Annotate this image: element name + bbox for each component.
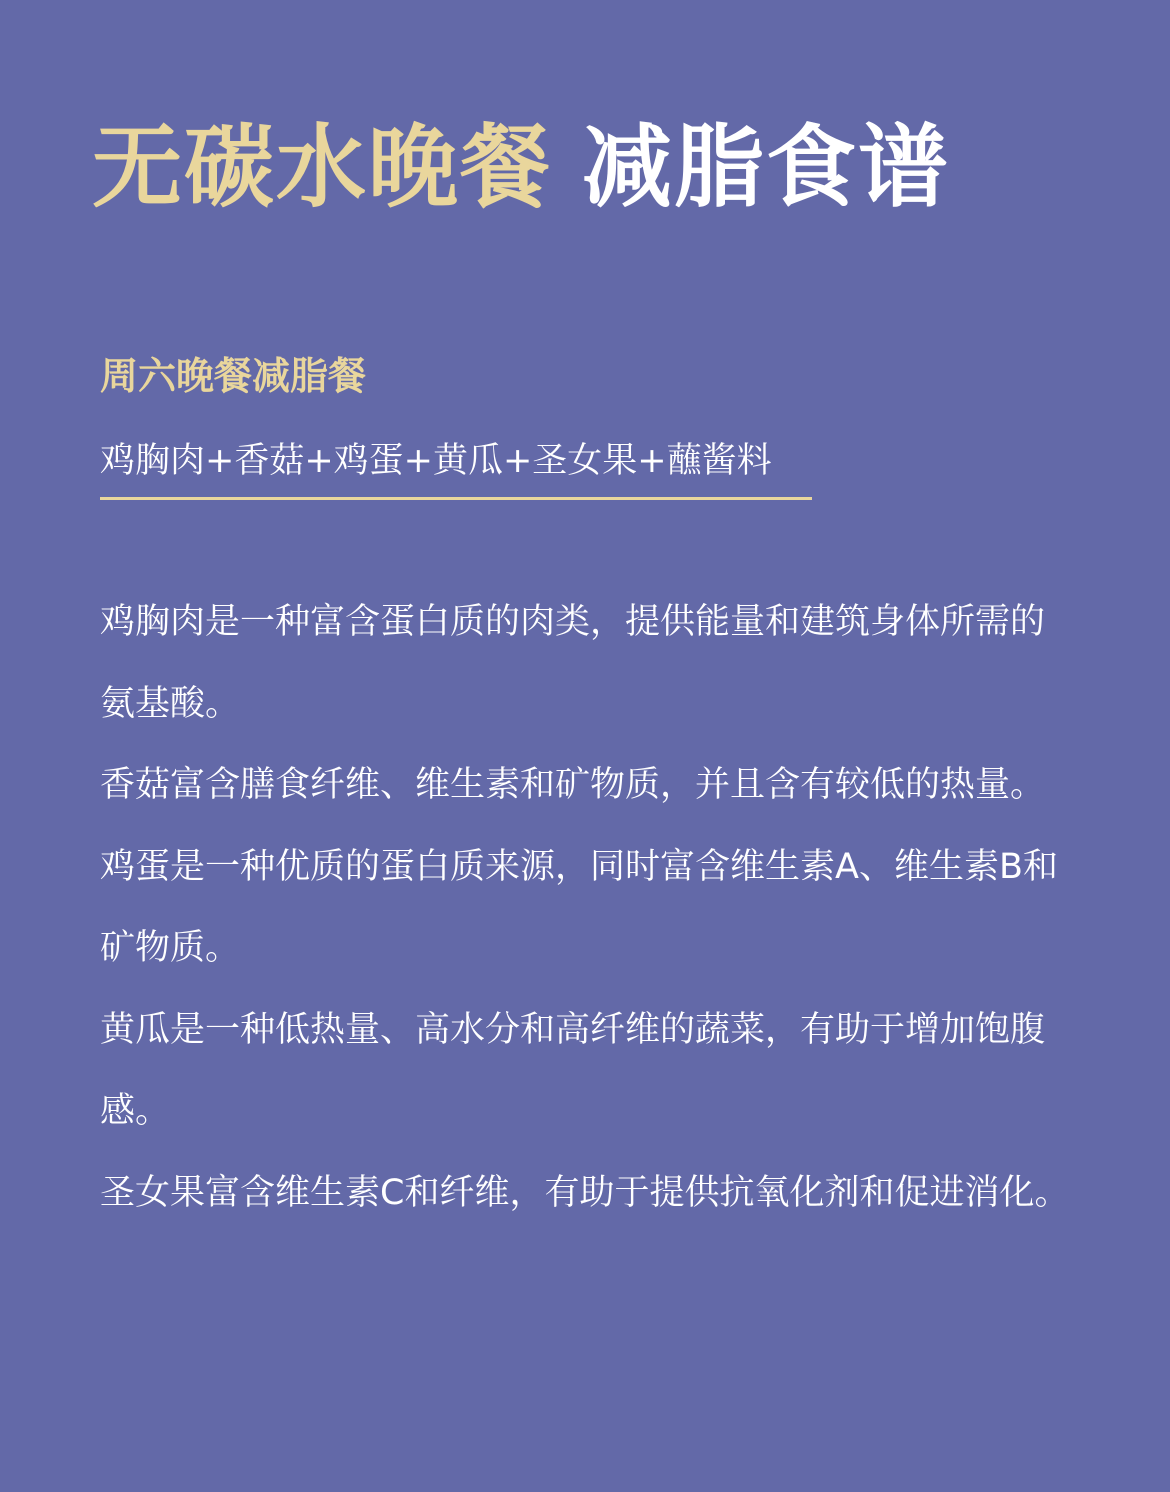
- title-highlight: 无碳水晚餐: [92, 115, 552, 220]
- title-main: 减脂食谱: [582, 115, 950, 220]
- description-list: [100, 582, 1075, 1234]
- section-heading: 周六晚餐减脂餐: [100, 354, 367, 398]
- divider: [100, 497, 812, 500]
- paragraph-egg: 鸡蛋是一种优质的蛋白质来源，同时富含维生素A、维生素B和矿物质。: [100, 846, 1058, 968]
- menu-ingredients: 鸡胸肉+香菇+鸡蛋+黄瓜+圣女果+蘸酱料: [100, 441, 772, 481]
- paragraph-chicken: 鸡胸肉是一种富含蛋白质的肉类，提供能量和建筑身体所需的氨基酸。: [100, 602, 1046, 724]
- page-title: [92, 108, 950, 228]
- paragraph-mushroom: 香菇富含膳食纤维、维生素和矿物质，并且含有较低的热量。: [100, 765, 1046, 805]
- paragraph-cherry-tomato: 圣女果富含维生素C和纤维，有助于提供抗氧化剂和促进消化。: [100, 1172, 1070, 1213]
- paragraph-cucumber: 黄瓜是一种低热量、高水分和高纤维的蔬菜，有助于增加饱腹感。: [100, 1009, 1046, 1131]
